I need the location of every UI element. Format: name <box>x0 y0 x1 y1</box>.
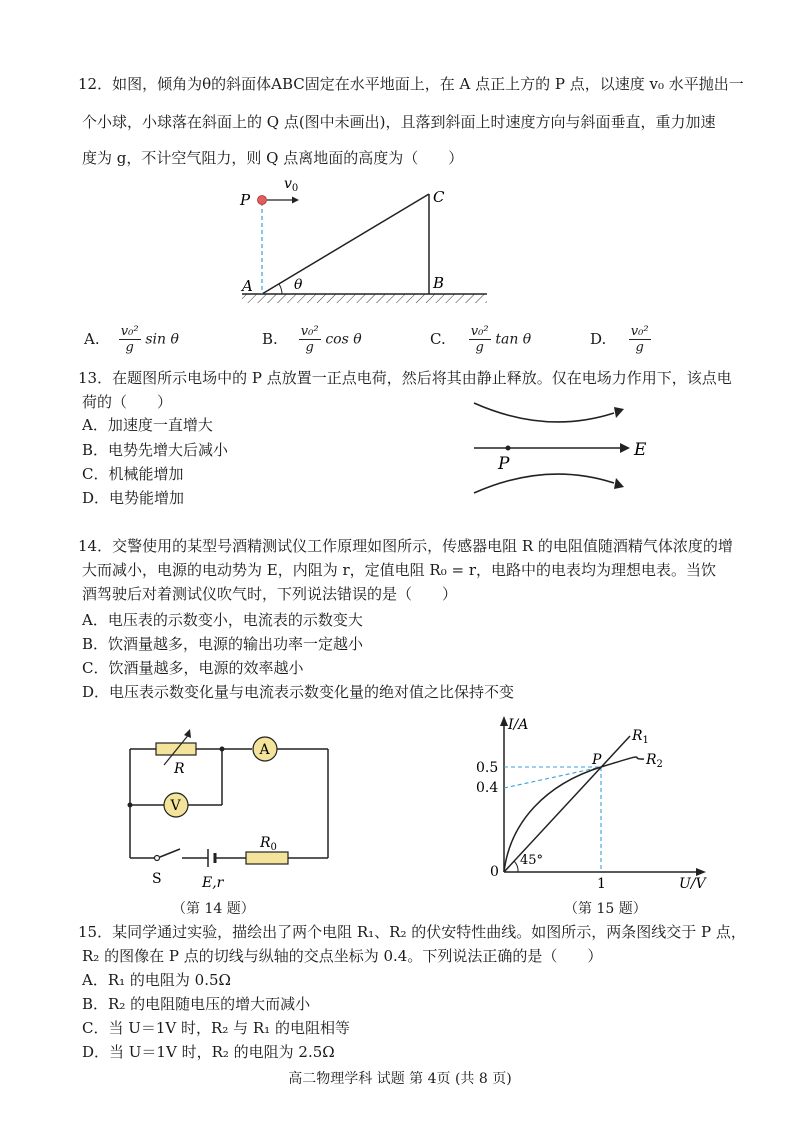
q15-option-d: D．当 U＝1V 时，R₂ 的电阻为 2.5Ω <box>82 1043 335 1061</box>
angle-label: 45° <box>520 853 544 868</box>
q14-option-d: D．电压表示数变化量与电流表示数变化量的绝对值之比保持不变 <box>82 683 515 701</box>
y-axis-arrow <box>500 716 508 726</box>
ball-p <box>258 196 267 205</box>
label-R1: $R_1$ <box>632 728 649 746</box>
q12-line1: 12．如图，倾角为θ的斜面体ABC固定在水平地面上，在 A 点正上方的 P 点，以速度 v₀ 水平抛出一 <box>78 75 744 93</box>
q15-option-c: C．当 U＝1V 时，R₂ 与 R₁ 的电阻相等 <box>82 1019 350 1037</box>
q14-caption: （第 14 题） <box>172 901 255 917</box>
ground-hatch <box>242 294 487 303</box>
tick-x1: 1 <box>597 876 606 892</box>
q13-line1: 13．在题图所示电场中的 P 点放置一正点电荷，然后将其由静止释放。仅在电场力作用下，该点电 <box>78 369 732 387</box>
incline-hypotenuse <box>262 194 429 294</box>
junction-left <box>128 803 133 808</box>
field-line-middle-arrow <box>620 443 630 453</box>
q12-option-a: A. $\frac{\text{v₀²}}{g}$ sin θ <box>84 324 179 355</box>
q14-line3: 酒驾驶后对着测试仪吹气时，下列说法错误的是（ ） <box>82 585 458 603</box>
angle-arc <box>514 861 518 872</box>
label-R: R <box>174 761 185 777</box>
sensor-resistor-r <box>156 743 196 755</box>
q12-line3: 度为 g，不计空气阻力，则 Q 点离地面的高度为（ ） <box>82 149 464 167</box>
q15-iv-graph <box>466 712 716 897</box>
label-E: E <box>634 440 647 460</box>
q12-incline-figure <box>220 172 500 322</box>
fixed-resistor-r0 <box>246 852 288 864</box>
q15-option-a: A．R₁ 的电阻为 0.5Ω <box>82 971 231 989</box>
point-p-label: P <box>592 752 602 768</box>
field-line-bottom-arrow <box>614 478 624 489</box>
label-R0: $R_0$ <box>260 835 277 853</box>
q14-circuit-figure <box>120 725 340 895</box>
q14-line2: 大而减小，电源的电动势为 E，内阻为 r，定值电阻 R₀ = r，电路中的电表均为理想电表。当饮 <box>82 561 717 579</box>
label-Er: E,r <box>202 875 224 891</box>
label-theta: θ <box>294 277 303 293</box>
label-C: C <box>433 188 445 206</box>
q13-option-b: B．电势先增大后减小 <box>82 441 229 459</box>
page-footer: 高二物理学科 试题 第 4页 (共 8 页) <box>288 1071 512 1087</box>
q15-line2: R₂ 的图像在 P 点的切线与纵轴的交点坐标为 0.4。下列说法正确的是（ ） <box>82 947 603 965</box>
q13-field-figure <box>466 395 666 505</box>
ammeter-label: A <box>259 742 270 758</box>
field-line-top <box>474 403 614 422</box>
q13-line2: 荷的（ ） <box>82 393 173 411</box>
q12-line2: 个小球，小球落在斜面上的 Q 点(图中未画出)，且落到斜面上时速度方向与斜面垂直，重力加速 <box>82 113 716 131</box>
field-line-top-arrow <box>614 407 624 418</box>
label-B: B <box>433 274 445 292</box>
field-line-bottom <box>474 474 614 493</box>
q14-line1: 14．交警使用的某型号酒精测试仪工作原理如图所示，传感器电阻 R 的电阻值随酒精气体浓度的增 <box>78 537 733 555</box>
y-axis-label: I/A <box>508 717 529 733</box>
q12-option-d: D. $\frac{\text{v₀²}}{g}$ <box>590 324 649 355</box>
q13-option-c: C．机械能增加 <box>82 465 184 483</box>
x-axis-label: U/V <box>679 876 706 892</box>
q13-option-d: D．电势能增加 <box>82 489 185 507</box>
curve-r1 <box>504 736 630 872</box>
point-p <box>506 446 511 451</box>
label-S: S <box>152 871 162 887</box>
voltmeter-label: V <box>170 798 181 814</box>
label-A: A <box>242 277 253 295</box>
q14-option-a: A．电压表的示数变小，电流表的示数变大 <box>82 611 363 629</box>
q15-option-b: B．R₂ 的电阻随电压的增大而减小 <box>82 995 311 1013</box>
switch-contact <box>155 856 160 861</box>
q12-option-c: C. $\frac{\text{v₀²}}{g}$ tan θ <box>430 324 532 355</box>
label-P: P <box>240 191 251 209</box>
q14-option-c: C．饮酒量越多，电源的效率越小 <box>82 659 304 677</box>
origin-label: 0 <box>490 864 499 880</box>
velocity-arrowhead <box>292 197 299 204</box>
q15-caption: （第 15 题） <box>564 901 647 917</box>
q12-option-b: B. $\frac{\text{v₀²}}{g}$ cos θ <box>262 324 362 355</box>
q14-option-b: B．饮酒量越多，电源的输出功率一定越小 <box>82 635 364 653</box>
q13-option-a: A．加速度一直增大 <box>82 416 213 434</box>
switch-blade <box>160 849 180 857</box>
label-P: P <box>498 454 510 474</box>
label-v0: $v_0$ <box>284 176 299 194</box>
theta-arc <box>279 284 282 294</box>
label-R2: $R_2$ <box>646 752 663 770</box>
tick-y04: 0.4 <box>476 780 499 796</box>
tick-y05: 0.5 <box>476 760 499 776</box>
guide-y04 <box>504 767 601 788</box>
q15-line1: 15．某同学通过实验，描绘出了两个电阻 R₁、R₂ 的伏安特性曲线。如图所示，两条图线交于 P 点， <box>78 923 746 941</box>
x-axis-arrow <box>696 868 706 876</box>
